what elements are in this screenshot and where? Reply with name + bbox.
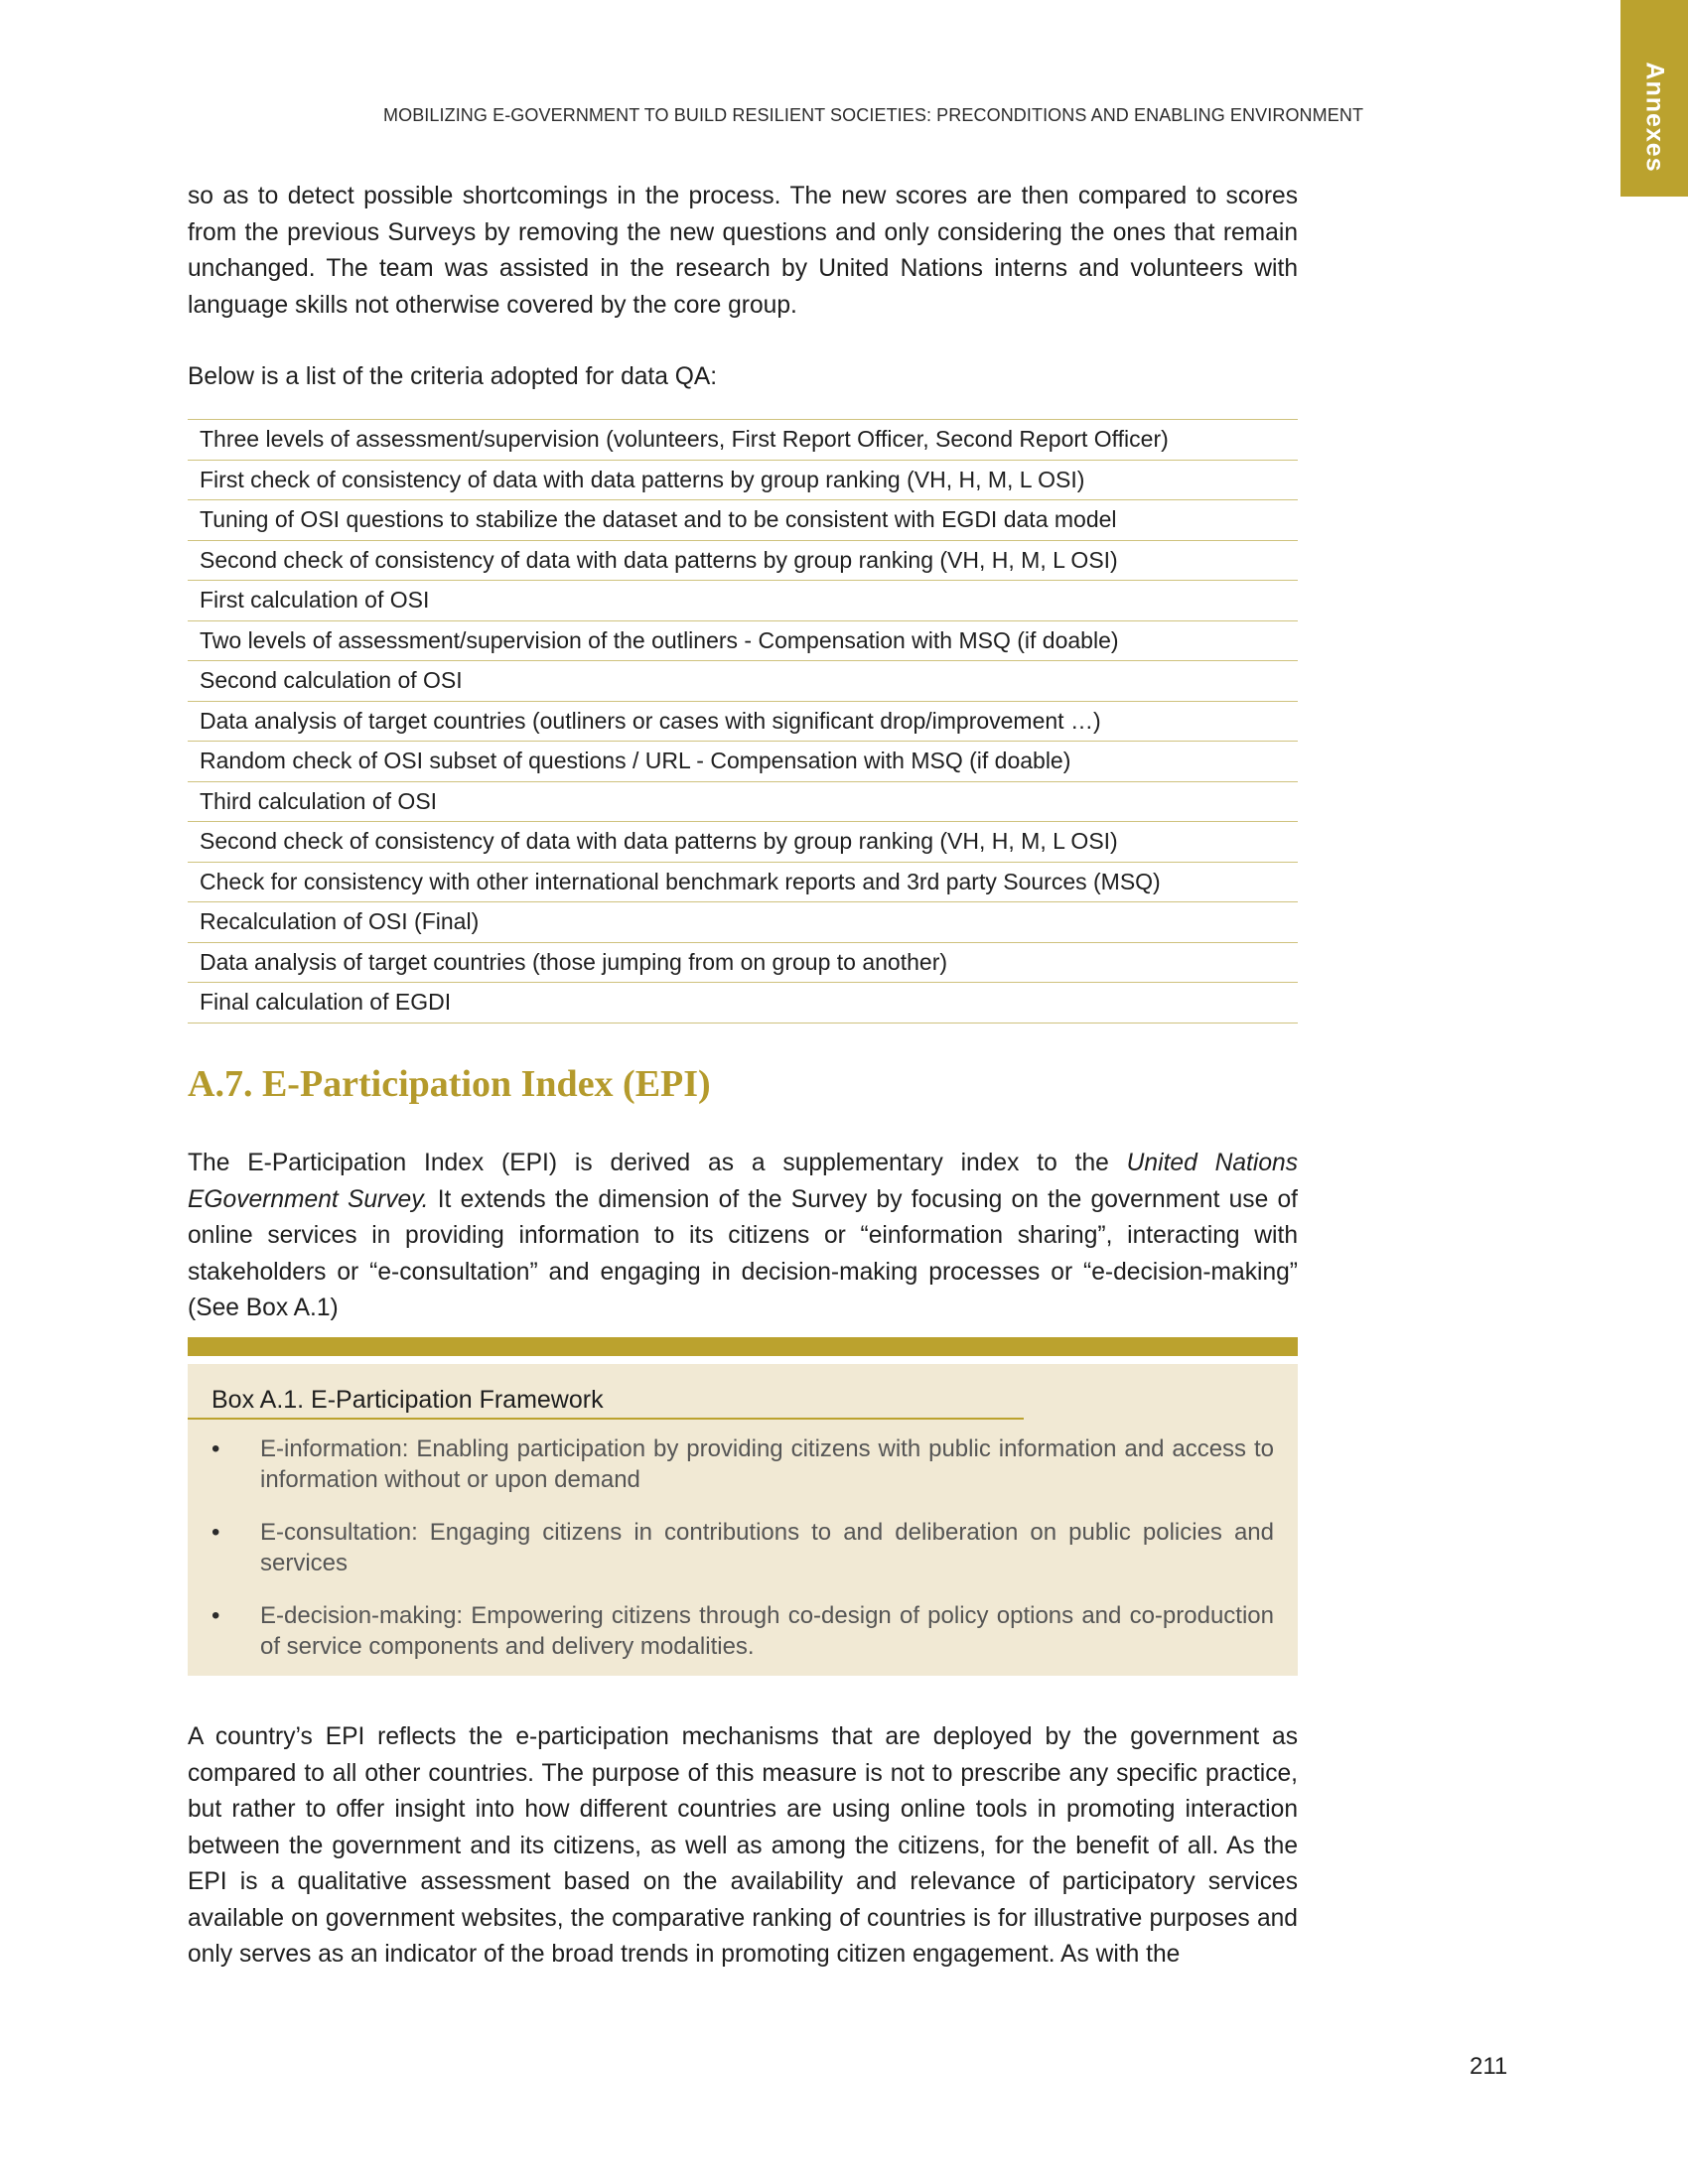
- epi-paragraph-start: The E-Participation Index (EPI) is derived as a supplementary index to the: [188, 1150, 1127, 1176]
- criteria-row: Data analysis of target countries (outliners or cases with significant drop/improvement …): [188, 702, 1298, 743]
- bullet-icon: •: [211, 1602, 220, 1629]
- criteria-row: Second check of consistency of data with data patterns by group ranking (VH, H, M, L OSI): [188, 541, 1298, 582]
- criteria-lead: Below is a list of the criteria adopted for data QA:: [188, 363, 718, 390]
- criteria-row: Second check of consistency of data with data patterns by group ranking (VH, H, M, L OSI): [188, 822, 1298, 863]
- final-paragraph: A country’s EPI reflects the e-participation mechanisms that are deployed by the government as compared to all other countries. The purpose of this measure is not to prescribe any specific practice, but rather to offer insight into how different countries are using online tools in promoting interaction between the government and its citizens, as well as among the citizens, for the benefit of all. As the EPI is a qualitative assessment based on the availability and relevance of participatory services available on government websites, the comparative ranking of countries is for illustrative purposes and only serves as an indicator of the broad trends in promoting citizen engagement. As with the: [188, 1723, 1298, 1968]
- bullet-icon: •: [211, 1519, 220, 1546]
- criteria-row: Tuning of OSI questions to stabilize the dataset and to be consistent with EGDI data model: [188, 500, 1298, 541]
- box-item-text: E-information: Enabling participation by providing citizens with public information and access to information without or upon demand: [260, 1435, 1274, 1493]
- box-top-bar: [188, 1337, 1298, 1356]
- criteria-row: Recalculation of OSI (Final): [188, 902, 1298, 943]
- intro-paragraph: so as to detect possible shortcomings in the process. The new scores are then compared to scores from the previous Surveys by removing the new questions and only considering the ones that remain unchanged. The team was assisted in the research by United Nations interns and volunteers with language skills not otherwise covered by the core group.: [188, 183, 1298, 319]
- annexes-side-tab: [1620, 0, 1688, 197]
- criteria-row: Check for consistency with other international benchmark reports and 3rd party Sources (MSQ): [188, 863, 1298, 903]
- box-title-rule: [188, 1418, 1024, 1420]
- box-list-item: [188, 1433, 1298, 1495]
- running-head: MOBILIZING E-GOVERNMENT TO BUILD RESILIENT SOCIETIES: PRECONDITIONS AND ENABLING ENVIRONMENT: [383, 105, 1364, 125]
- criteria-row: Data analysis of target countries (those jumping from on group to another): [188, 943, 1298, 984]
- criteria-table: [188, 419, 1298, 1024]
- box-list-item: [188, 1517, 1298, 1578]
- epi-paragraph-end: It extends the dimension of the Survey by focusing on the government use of online services in providing information to its citizens or “einformation sharing”, interacting with stakeholders or “e-consultation” and engaging in decision-making processes or “e-decision-making” (See Box A.1): [188, 1185, 1298, 1321]
- box-list: [188, 1433, 1298, 1684]
- criteria-row: Two levels of assessment/supervision of the outliners - Compensation with MSQ (if doable): [188, 621, 1298, 662]
- box-item-text: E-consultation: Engaging citizens in contributions to and deliberation on public policies and services: [260, 1519, 1274, 1576]
- box-list-item: [188, 1600, 1298, 1662]
- framework-box: [188, 1364, 1298, 1676]
- bullet-icon: •: [211, 1435, 220, 1462]
- page-number: 211: [1470, 2053, 1508, 2080]
- epi-paragraph-italic: United Nations EGovernment Survey.: [188, 1150, 1299, 1213]
- criteria-row: Three levels of assessment/supervision (volunteers, First Report Officer, Second Report Officer): [188, 420, 1298, 461]
- section-heading: A.7. E-Participation Index (EPI): [188, 1063, 711, 1105]
- box-item-text: E-decision-making: Empowering citizens through co-design of policy options and co-production of service components and delivery modalities.: [260, 1602, 1274, 1660]
- criteria-row: Third calculation of OSI: [188, 782, 1298, 823]
- criteria-row: First calculation of OSI: [188, 581, 1298, 621]
- criteria-row: Second calculation of OSI: [188, 661, 1298, 702]
- criteria-row: First check of consistency of data with data patterns by group ranking (VH, H, M, L OSI): [188, 461, 1298, 501]
- epi-paragraph: [188, 1146, 1298, 1327]
- annexes-side-tab-label: Annexes: [1640, 62, 1669, 173]
- criteria-row: Random check of OSI subset of questions / URL - Compensation with MSQ (if doable): [188, 742, 1298, 782]
- box-title: Box A.1. E-Participation Framework: [211, 1386, 604, 1414]
- criteria-row: Final calculation of EGDI: [188, 983, 1298, 1024]
